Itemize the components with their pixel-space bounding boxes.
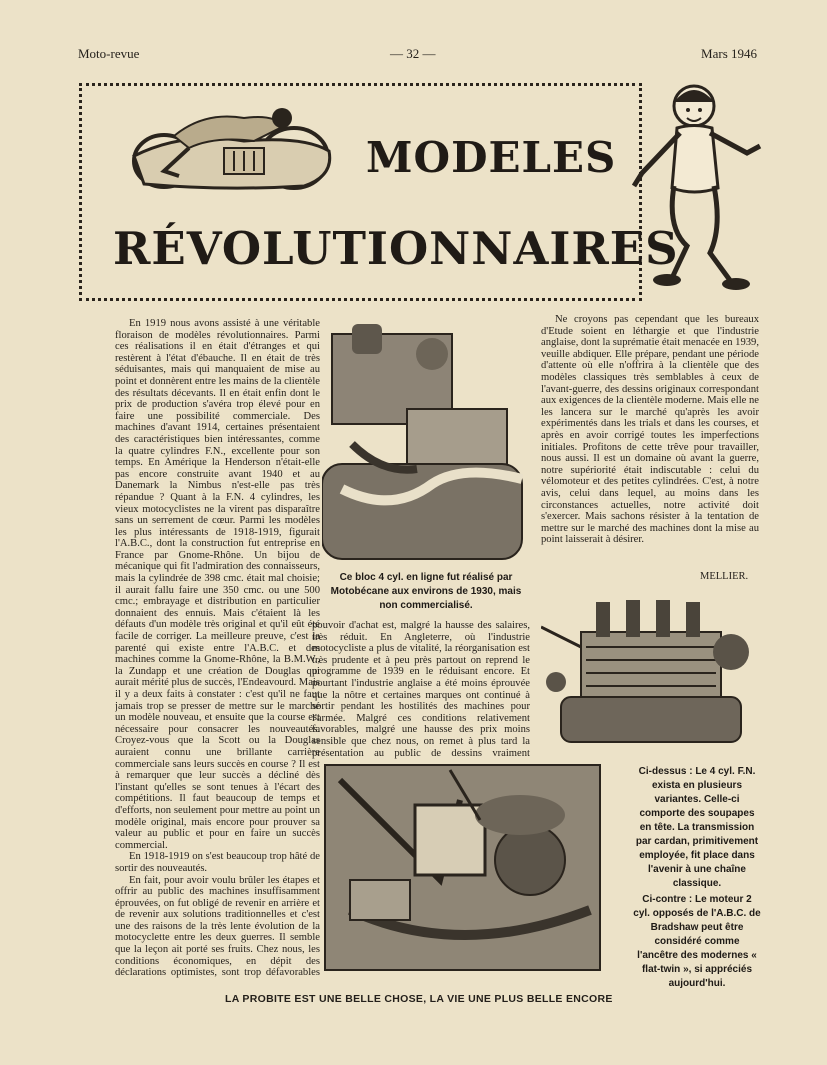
page-number: — 32 —	[390, 46, 436, 61]
author-signature: MELLIER.	[700, 571, 749, 582]
motobecane-engine-photo	[322, 314, 527, 568]
footer-slogan: LA PROBITE EST UNE BELLE CHOSE, LA VIE UNE PLUS BELLE ENCORE	[225, 993, 613, 1005]
paragraph: Ne croyons pas cependant que les bureaux d'Etude soient en léthargie et que l'industrie anglaise, dont la suprématie était menacée en 1939, veuille abdiquer. Elle prépare, pendant une période d'attente où elle n'offrira à la clientèle que des modèles classiques très semblables à ceux de l'avant-guerre, des dessins originaux correspondant aux exigences de la clientèle moderne. Mais elle ne les lancera sur le marché qu'après les avoir expérimentés dans les trials et dans les courses, et après en avoir corrigé toutes les imperfections initiales. Profitons de cette trêve pour travailler, nous aussi. Il est un domaine où avant la guerre, notre supériorité était indiscutable : celui du vélomoteur et des petites cylindrées. C'est, à notre avis, celui dans lequel, au moins dans les circonstances actuelles, notre activité doit s'exercer. Mais sachons résister à la tentation de mettre sur le marché des machines dont la mise au point laisserait à désirer.	[541, 314, 759, 546]
paragraph: En fait, pour avoir voulu brûler les étapes et offrir au public des machines insuffisamment éprouvées, on fut obligé de revenir en arrière et de revenir aux solutions traditionnelles et c'est une des raisons de la très lente évolution de la motocyclette entre les deux guerres. Il semble que la leçon ait porté ses fruits. Chez nous, les conditions économiques, en dépit des déclarations optimistes, sont trop défavorables	[115, 874, 320, 979]
article-column-2	[312, 620, 530, 760]
paragraph: En 1919 nous avons assisté à une véritable floraison de modèles révolutionnaires. Parmi ces réalisations il en était d'étranges et qui restèrent à l'état d'ébauche. Il en était de très séduisantes, mais qui manquaient de mise au point et donnèrent entre les mains de la clientèle des résultats décevants. Il en était enfin dont le prix de production s'avéra trop élevé pour en faire une possibilité commerciale. Des machines d'avant 1914, certaines présentaient des caractéristiques bien intéressantes, comme la quatre cylindres F.N., excellente pour son temps. En Amérique la Henderson n'était-elle pas encore construite avant 1940 et au Danemark la Nimbus n'est-elle pas très répandue ? Quant à la F.N. 4 cylindres, les vieux motocyclistes ne la virent pas disparaître sans un serrement de cœur. Parmi les modèles les plus intéressants de 1918-1919, figurait l'A.B.C., dont la construction fut entreprise en France par Gnome-Rhône. Un bijou de mécanique qui fit l'admiration des connaisseurs, mais la cylindrée de 398 cmc. était mal choisie; il aurait fallu faire une 350 cmc. ou une 500 cmc.; embrayage et distribution en particulier donnaient des ennuis. Mais c'étaient là les défauts d'un modèle très original et qu'il eût été facile de corriger. La meilleure preuve, c'est la parenté qui existe entre l'A.B.C. et des machines comme la Gnome-Rhône, la B.M.W., la Zundapp et une création de Douglas qui aurait mérité plus de succès, l'Endeavourd. Mais il y a deux faits à constater : c'est qu'il ne faut jamais trop se presser de mettre sur le marché un modèle nouveau, et ensuite que la course est nécessaire pour consacrer les nouveautés. Croyez-vous que la Scott ou la Douglas auraient connu une brillante carrière commerciale sans leurs succès en course ? Il est à remarquer que leur succès a décliné dès l'instant qu'elles se sont tenues à l'écart des compétitions. Il faut beaucoup de temps et d'efforts, non seulement pour mettre au point un modèle original, mais encore pour prouver sa valeur au public et pour en faire un succès commercial.	[115, 318, 320, 851]
magazine-name: Moto-revue	[78, 46, 140, 61]
abc-flat-twin-engine-photo	[320, 760, 605, 974]
article-column-1	[115, 318, 320, 980]
caption-fn-engine: Ci-dessus : Le 4 cyl. F.N. exista en plusieurs variantes. Celle-ci comporte des soupapes en tête. La transmission par cardan, primitivement employée, fit place dans l'avenir à une chaîne classique.	[635, 766, 759, 889]
caption-abc-engine: Ci-contre : Le moteur 2 cyl. opposés de l'A.B.C. de Bradshaw peut être considéré comme l'ancêtre des modernes « flat-twin », si appréciés aujourd'hui.	[633, 894, 761, 989]
issue-date: Mars 1946	[701, 46, 757, 61]
caption-motobecane: Ce bloc 4 cyl. en ligne fut réalisé par Motobécane aux environs de 1930, mais non commercialisé.	[330, 572, 522, 611]
headline-line-1: MODELES	[366, 133, 617, 182]
headline-line-2: RÉVOLUTIONNAIRES	[113, 222, 679, 275]
paragraph: pouvoir d'achat est, malgré la hausse des salaires, très réduit. En Angleterre, où l'industrie motocycliste a plus de vitalité, la réorganisation est très prudente et à peu près partout on reprend le programme de 1939 en le réduisant encore. Et pourtant l'industrie anglaise a été moins éprouvée que la nôtre et certaines marques ont continué à sortir pendant les hostilités des machines pour l'armée. Malgré ces conditions relativement favorables, malgré une hausse des prix moins sensible que chez nous, on remet à plus tard la présentation au public de dessins vraiment	[312, 620, 530, 759]
fn-four-cylinder-engine-photo	[541, 592, 756, 754]
motorcycle-rider-illustration	[104, 96, 344, 196]
paragraph: En 1918-1919 on s'est beaucoup trop hâté de sortir des nouveautés.	[115, 851, 320, 874]
article-column-3	[541, 314, 759, 574]
running-header	[78, 46, 757, 64]
